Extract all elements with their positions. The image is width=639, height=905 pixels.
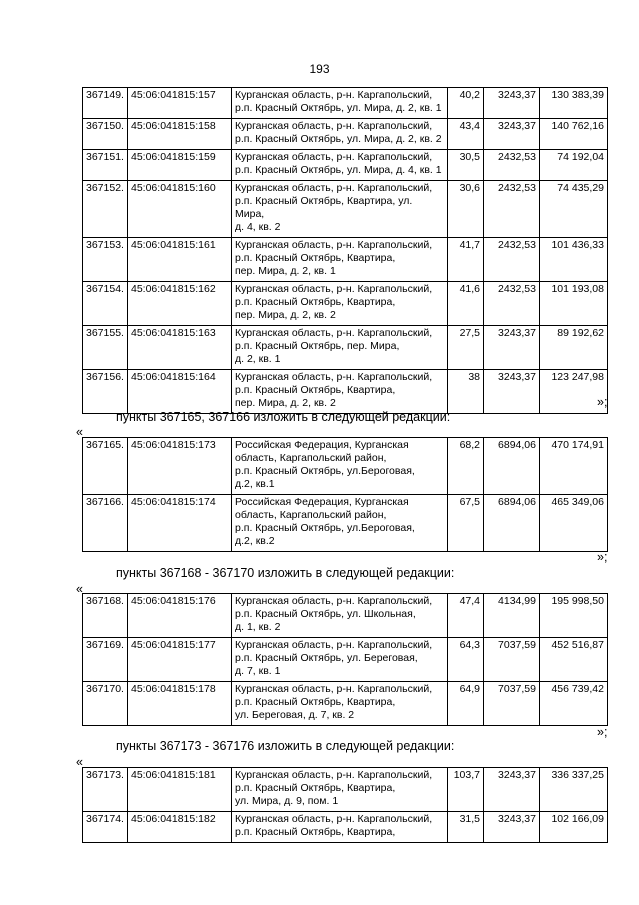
cell-area: 103,7 <box>448 768 484 812</box>
closing-quote: »; <box>597 550 608 564</box>
cell-cadastral-value: 74 192,04 <box>540 150 608 181</box>
table-row <box>83 282 608 326</box>
cell-address: Курганская область, р-н. Каргапольский, р.п. Красный Октябрь, Квартира, ул. Мира, д. 4, кв. 2 <box>232 181 448 238</box>
cell-cadastral-value: 195 998,50 <box>540 594 608 638</box>
cell-area: 47,4 <box>448 594 484 638</box>
cell-item-number: 367166. <box>83 495 128 552</box>
cell-unit-price: 6894,06 <box>484 438 540 495</box>
cell-cadastral-value: 101 193,08 <box>540 282 608 326</box>
amendment-paragraph: пункты 367173 - 367176 изложить в следующей редакции: <box>116 739 455 753</box>
cell-cadastral-value: 102 166,09 <box>540 812 608 843</box>
cell-area: 64,9 <box>448 682 484 726</box>
cell-address: Курганская область, р-н. Каргапольский, р.п. Красный Октябрь, ул. Береговая, д. 7, кв. 1 <box>232 638 448 682</box>
cell-cadastral-value: 101 436,33 <box>540 238 608 282</box>
cell-cadastral-number: 45:06:041815:163 <box>128 326 232 370</box>
amendment-paragraph: пункты 367165, 367166 изложить в следующей редакции: <box>116 410 451 424</box>
cell-item-number: 367156. <box>83 370 128 414</box>
cell-unit-price: 3243,37 <box>484 768 540 812</box>
table-row <box>83 768 608 812</box>
cell-item-number: 367149. <box>83 88 128 119</box>
table-row <box>83 150 608 181</box>
cell-cadastral-number: 45:06:041815:178 <box>128 682 232 726</box>
cell-address: Российская Федерация, Курганская область, Каргапольский район, р.п. Красный Октябрь, ул.Бероговая, д.2, кв.1 <box>232 438 448 495</box>
cell-area: 64,3 <box>448 638 484 682</box>
cell-unit-price: 2432,53 <box>484 238 540 282</box>
table-row <box>83 594 608 638</box>
cell-area: 41,7 <box>448 238 484 282</box>
cell-cadastral-value: 452 516,87 <box>540 638 608 682</box>
table-row <box>83 638 608 682</box>
cell-cadastral-value: 465 349,06 <box>540 495 608 552</box>
cell-item-number: 367165. <box>83 438 128 495</box>
registry-table-3 <box>82 593 608 726</box>
table-row <box>83 438 608 495</box>
cell-address: Курганская область, р-н. Каргапольский, р.п. Красный Октябрь, ул. Мира, д. 4, кв. 1 <box>232 150 448 181</box>
table-row <box>83 238 608 282</box>
cell-cadastral-number: 45:06:041815:176 <box>128 594 232 638</box>
table-row <box>83 326 608 370</box>
cell-cadastral-number: 45:06:041815:161 <box>128 238 232 282</box>
table-row <box>83 88 608 119</box>
cell-unit-price: 2432,53 <box>484 282 540 326</box>
cell-unit-price: 7037,59 <box>484 682 540 726</box>
cell-cadastral-value: 456 739,42 <box>540 682 608 726</box>
cell-address: Курганская область, р-н. Каргапольский, р.п. Красный Октябрь, Квартира, пер. Мира, д. 2, кв. 1 <box>232 238 448 282</box>
cell-cadastral-value: 336 337,25 <box>540 768 608 812</box>
cell-unit-price: 3243,37 <box>484 119 540 150</box>
table-row <box>83 812 608 843</box>
cell-area: 67,5 <box>448 495 484 552</box>
cell-area: 40,2 <box>448 88 484 119</box>
cell-address: Курганская область, р-н. Каргапольский, р.п. Красный Октябрь, ул. Мира, д. 2, кв. 1 <box>232 88 448 119</box>
cell-unit-price: 2432,53 <box>484 150 540 181</box>
cell-item-number: 367151. <box>83 150 128 181</box>
cell-area: 68,2 <box>448 438 484 495</box>
cell-cadastral-number: 45:06:041815:162 <box>128 282 232 326</box>
table-row <box>83 370 608 414</box>
cell-cadastral-value: 130 383,39 <box>540 88 608 119</box>
cell-unit-price: 4134,99 <box>484 594 540 638</box>
cell-cadastral-number: 45:06:041815:173 <box>128 438 232 495</box>
cell-item-number: 367174. <box>83 812 128 843</box>
cell-item-number: 367173. <box>83 768 128 812</box>
table-row <box>83 119 608 150</box>
cell-cadastral-value: 89 192,62 <box>540 326 608 370</box>
cell-address: Российская Федерация, Курганская область, Каргапольский район, р.п. Красный Октябрь, ул.Бероговая, д.2, кв.2 <box>232 495 448 552</box>
cell-cadastral-value: 140 762,16 <box>540 119 608 150</box>
cell-item-number: 367153. <box>83 238 128 282</box>
cell-item-number: 367168. <box>83 594 128 638</box>
cell-area: 43,4 <box>448 119 484 150</box>
cell-cadastral-number: 45:06:041815:158 <box>128 119 232 150</box>
cell-cadastral-number: 45:06:041815:181 <box>128 768 232 812</box>
cell-unit-price: 3243,37 <box>484 812 540 843</box>
cell-unit-price: 7037,59 <box>484 638 540 682</box>
cell-address: Курганская область, р-н. Каргапольский, р.п. Красный Октябрь, ул. Мира, д. 2, кв. 2 <box>232 119 448 150</box>
cell-area: 31,5 <box>448 812 484 843</box>
cell-area: 38 <box>448 370 484 414</box>
registry-table-1 <box>82 87 608 414</box>
cell-cadastral-number: 45:06:041815:164 <box>128 370 232 414</box>
cell-item-number: 367155. <box>83 326 128 370</box>
cell-address: Курганская область, р-н. Каргапольский, р.п. Красный Октябрь, Квартира, пер. Мира, д. 2, кв. 2 <box>232 282 448 326</box>
cell-cadastral-number: 45:06:041815:157 <box>128 88 232 119</box>
cell-item-number: 367169. <box>83 638 128 682</box>
cell-item-number: 367170. <box>83 682 128 726</box>
cell-item-number: 367152. <box>83 181 128 238</box>
cell-unit-price: 3243,37 <box>484 370 540 414</box>
cell-area: 30,5 <box>448 150 484 181</box>
cell-cadastral-number: 45:06:041815:159 <box>128 150 232 181</box>
opening-quote: « <box>76 582 83 596</box>
closing-quote: »; <box>597 725 608 739</box>
cell-address: Курганская область, р-н. Каргапольский, р.п. Красный Октябрь, пер. Мира, д. 2, кв. 1 <box>232 326 448 370</box>
cell-unit-price: 6894,06 <box>484 495 540 552</box>
cell-cadastral-value: 470 174,91 <box>540 438 608 495</box>
cell-address: Курганская область, р-н. Каргапольский, р.п. Красный Октябрь, Квартира, ул. Мира, д. 9, пом. 1 <box>232 768 448 812</box>
cell-area: 41,6 <box>448 282 484 326</box>
cell-item-number: 367154. <box>83 282 128 326</box>
opening-quote: « <box>76 425 83 439</box>
registry-table-4 <box>82 767 608 843</box>
table-row <box>83 682 608 726</box>
cell-unit-price: 3243,37 <box>484 88 540 119</box>
cell-area: 27,5 <box>448 326 484 370</box>
cell-address: Курганская область, р-н. Каргапольский, р.п. Красный Октябрь, ул. Школьная, д. 1, кв. 2 <box>232 594 448 638</box>
cell-cadastral-value: 123 247,98 <box>540 370 608 414</box>
table-row <box>83 181 608 238</box>
cell-unit-price: 2432,53 <box>484 181 540 238</box>
table-row <box>83 495 608 552</box>
opening-quote: « <box>76 755 83 769</box>
page-number: 193 <box>309 62 330 76</box>
cell-address: Курганская область, р-н. Каргапольский, р.п. Красный Октябрь, Квартира, <box>232 812 448 843</box>
amendment-paragraph: пункты 367168 - 367170 изложить в следующей редакции: <box>116 566 455 580</box>
cell-cadastral-number: 45:06:041815:182 <box>128 812 232 843</box>
cell-item-number: 367150. <box>83 119 128 150</box>
cell-address: Курганская область, р-н. Каргапольский, р.п. Красный Октябрь, Квартира, ул. Береговая, д. 7, кв. 2 <box>232 682 448 726</box>
closing-quote: »; <box>597 395 608 409</box>
registry-table-2 <box>82 437 608 552</box>
cell-area: 30,6 <box>448 181 484 238</box>
cell-unit-price: 3243,37 <box>484 326 540 370</box>
cell-cadastral-value: 74 435,29 <box>540 181 608 238</box>
cell-cadastral-number: 45:06:041815:174 <box>128 495 232 552</box>
cell-cadastral-number: 45:06:041815:177 <box>128 638 232 682</box>
cell-cadastral-number: 45:06:041815:160 <box>128 181 232 238</box>
cell-address: Курганская область, р-н. Каргапольский, р.п. Красный Октябрь, Квартира, пер. Мира, д. 2, кв. 2 <box>232 370 448 414</box>
